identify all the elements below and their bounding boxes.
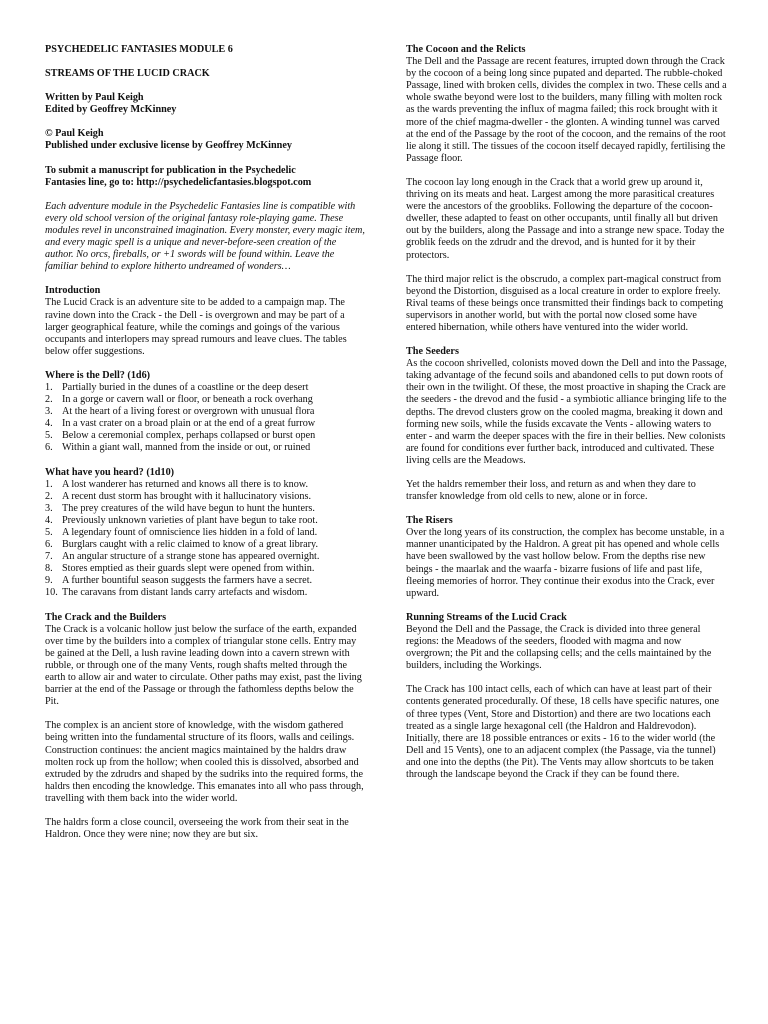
submit-line-1: To submit a manuscript for publication in the Psychedelic bbox=[45, 164, 296, 176]
list-text: Partially buried in the dunes of a coastline or the deep desert bbox=[62, 381, 309, 393]
left-column bbox=[45, 44, 367, 841]
running-heading: Running Streams of the Lucid Crack bbox=[406, 611, 567, 623]
list-number: 3. bbox=[45, 406, 53, 418]
risers-paragraph: Over the long years of its construction, the complex has become unstable, in a manner unanticipated by the Haldron. A great pit has opened and whole cells have been swallowed by the vast hollow below. From the depths rise new beings - the maarlak and the waarfa - bizarre fusions of life and past life, fleeing memories of horror. They continue their exodus into the Crack, ever upward. bbox=[406, 527, 725, 599]
list-item bbox=[45, 551, 367, 563]
list-item bbox=[45, 563, 367, 575]
where-table-list bbox=[45, 382, 367, 455]
list-number: 8. bbox=[45, 563, 53, 575]
crack-builders-paragraph: The Crack is a volcanic hollow just below the surface of the earth, expanded over time by the builders into a complex of triangular stone cells. Entry may be gained at the Dell, a lush ravine leading down into a cavern strewn with rubble, or through one of the many Vents, rough shafts melted through the earth to allow air and water to circulate. Other paths may exist, past the living barrier at the end of the Passage or through the fathomless depths below the Pit. bbox=[45, 623, 362, 708]
list-item bbox=[45, 442, 367, 454]
list-number: 4. bbox=[45, 514, 53, 526]
list-item bbox=[45, 503, 367, 515]
submit-line-2: Fantasies line, go to: http://psychedelicfantasies.blogspot.com bbox=[45, 176, 312, 188]
list-item bbox=[45, 575, 367, 587]
introduction-text: The Lucid Crack is an adventure site to be added to a campaign map. The ravine down into the Crack - the Dell - is overgrown and may be part of a larger geographical feature, while the comings and goings of the various occupants and interlopers may spread rumours and leave clues. The tables below offer suggestions. bbox=[45, 297, 347, 357]
list-text: At the heart of a living forest or overgrown with unusual flora bbox=[62, 406, 315, 418]
list-number: 5. bbox=[45, 430, 53, 442]
list-item bbox=[45, 539, 367, 551]
module-label: PSYCHEDELIC FANTASIES MODULE 6 bbox=[45, 44, 233, 55]
list-number: 2. bbox=[45, 394, 53, 406]
cocoon-paragraph: The third major relict is the obscrudo, a complex part-magical construct from beyond the Distortion, disguised as a local creature in order to explore freely. Rival teams of these beings once transmitted their findings back to competing supervisors in another world, but with the portal now closed some have entered hibernation, while others have ventured into the wider world. bbox=[406, 273, 724, 333]
list-item bbox=[45, 491, 367, 503]
list-number: 7. bbox=[45, 551, 53, 563]
list-number: 9. bbox=[45, 575, 53, 587]
list-item bbox=[45, 430, 367, 442]
right-column bbox=[406, 44, 728, 781]
list-item bbox=[45, 418, 367, 430]
list-item bbox=[45, 479, 367, 491]
list-text: An angular structure of a strange stone has appeared overnight. bbox=[62, 551, 320, 563]
series-blurb: Each adventure module in the Psychedelic Fantasies line is compatible with every old school version of the original fantasy role-playing game. These modules revel in unconstrained imagination. Every monster, every magic item, and every magic spell is a unique and never-before-seen creation of the author. No orcs, fireballs, or +1 swords will be found within. Leave the familiar behind to explore hitherto undreamed of wonders… bbox=[45, 200, 365, 273]
list-item bbox=[45, 406, 367, 418]
author-credit: Written by Paul Keigh bbox=[45, 92, 144, 104]
cocoon-paragraph: The Dell and the Passage are recent features, irrupted down through the Crack by the cocoon of a being long since pupated and departed. The rubble-choked Passage, lined with broken cells, divides the complex in two. These cells and a whole swathe beyond were lost to the builders, many filling with molten rock as the wards preventing the influx of magma failed; this rock brought with it more of the chief magma-dweller - the glonten. A winding tunnel was carved at the end of the Passage by the root of the cocoon, and the remains of the root lie along it still. The tissues of the cocoon itself decayed rapidly, fertilising the Passage floor. bbox=[406, 56, 727, 164]
seeders-paragraph: As the cocoon shrivelled, colonists moved down the Dell and into the Passage, taking advantage of the fecund soils and abandoned cells to put down roots of their own in the twilight. Of these, the most proactive in shaping the Crack are the seeders - the drevod and the fusid - a symbiotic alliance bringing life to the depths. The drevod clusters grow on the cooled magma, breaking it down and forming new soils, while the fusids excavate the Vents - allowing waters to enter - and warm the deeper spaces with the fire in their bellies. New colonists are found for conditions ever further back, introduced and cultivated. These living cells are the Meadows. bbox=[406, 358, 727, 466]
crack-builders-heading: The Crack and the Builders bbox=[45, 611, 167, 623]
seeders-heading: The Seeders bbox=[406, 346, 459, 358]
list-item bbox=[45, 382, 367, 394]
list-number: 3. bbox=[45, 502, 53, 514]
list-text: In a gorge or cavern wall or floor, or beneath a rock overhang bbox=[62, 394, 313, 406]
list-text: Burglars caught with a relic claimed to know of a great library. bbox=[62, 539, 319, 551]
license-line: Published under exclusive license by Geoffrey McKinney bbox=[45, 140, 292, 152]
heard-table-heading: What have you heard? (1d10) bbox=[45, 466, 175, 478]
list-text: The caravans from distant lands carry artefacts and wisdom. bbox=[62, 587, 308, 599]
list-number: 10. bbox=[45, 587, 58, 599]
list-item bbox=[45, 394, 367, 406]
list-text: Within a giant wall, manned from the inside or out, or ruined bbox=[62, 442, 311, 454]
list-text: In a vast crater on a broad plain or at the end of a great furrow bbox=[62, 418, 316, 430]
list-text: A further bountiful season suggests the farmers have a secret. bbox=[62, 575, 313, 587]
list-text: A legendary fount of omniscience lies hidden in a fold of land. bbox=[62, 527, 318, 538]
list-item bbox=[45, 527, 367, 539]
cocoon-paragraph: The cocoon lay long enough in the Crack that a world grew up around it, thriving on its meats and heat. Largest among the more parasitical creatures were the ancestors of the groobliks. Following the departure of the cocoon-dweller, these adapted to feast on other occupants, until finally all but driven out by the builders, along the Passage and into a strange new space. Today the groblik feeds on the zdrudr and the drevod, and is hunted for it by their protectors. bbox=[406, 176, 725, 261]
heard-table-list bbox=[45, 479, 367, 600]
running-paragraph: The Crack has 100 intact cells, each of which can have at least part of their contents generated procedurally. Of these, 18 cells have specific natures, one of three types (Vent, Store and Distortion) and there are two locations each treated as a single large hexagonal cell (the Haldron and Haldrevodon). Initially, there are 18 possible entrances or exits - 16 to the wider world (the Dell and 15 Vents), one to an adjacent complex (the Passage, via the tunnel) and one into the depths (the Pit). The Vents may allow shortcuts to be taken through the landscape beyond the Crack if they can be found there. bbox=[406, 684, 720, 780]
list-item bbox=[45, 515, 367, 527]
list-number: 1. bbox=[45, 478, 53, 490]
list-text: A recent dust storm has brought with it hallucinatory visions. bbox=[62, 490, 311, 502]
list-item bbox=[45, 587, 367, 599]
list-text: Stores emptied as their guards slept were opened from within. bbox=[62, 563, 315, 575]
list-number: 6. bbox=[45, 539, 53, 551]
copyright-line: © Paul Keigh bbox=[45, 128, 104, 140]
seeders-paragraph: Yet the haldrs remember their loss, and return as and when they dare to transfer knowledge from old cells to new, alone or in force. bbox=[406, 479, 696, 503]
cocoon-heading: The Cocoon and the Relicts bbox=[406, 44, 526, 55]
list-number: 5. bbox=[45, 527, 53, 538]
module-title: STREAMS OF THE LUCID CRACK bbox=[45, 68, 210, 80]
list-number: 6. bbox=[45, 442, 53, 454]
list-text: Previously unknown varieties of plant have begun to take root. bbox=[62, 514, 318, 526]
list-text: The prey creatures of the wild have begun to hunt the hunters. bbox=[62, 502, 315, 514]
crack-builders-paragraph: The complex is an ancient store of knowledge, with the wisdom gathered being written into the fundamental structure of its floors, walls and ceilings. Construction continues: the ancient magics maintained by the haldrs draw molten rock up from the hollow; when cooled this is dissolved, absorbed and extruded by the zdrudrs and shaped by the sudriks into the required forms, the haldrs then encoding the knowledge. This emanates into all who pass through, travelling with them back into the wider world. bbox=[45, 720, 364, 804]
list-text: A lost wanderer has returned and knows all there is to know. bbox=[62, 478, 309, 490]
list-number: 2. bbox=[45, 490, 53, 502]
introduction-heading: Introduction bbox=[45, 285, 101, 297]
list-text: Below a ceremonial complex, perhaps collapsed or burst open bbox=[62, 430, 316, 442]
running-paragraph: Beyond the Dell and the Passage, the Crack is divided into three general regions: the Meadows of the seeders, flooded with magma and now overgrown; the Pit and the collapsing cells; and the cells maintained by the builders, including the Workings. bbox=[406, 623, 712, 672]
list-number: 4. bbox=[45, 418, 53, 430]
risers-heading: The Risers bbox=[406, 515, 453, 527]
list-number: 1. bbox=[45, 381, 53, 393]
crack-builders-paragraph: The haldrs form a close council, overseeing the work from their seat in the Haldron. Once they were nine; now they are but six. bbox=[45, 816, 349, 841]
editor-credit: Edited by Geoffrey McKinney bbox=[45, 104, 177, 116]
where-table-heading: Where is the Dell? (1d6) bbox=[45, 369, 151, 381]
